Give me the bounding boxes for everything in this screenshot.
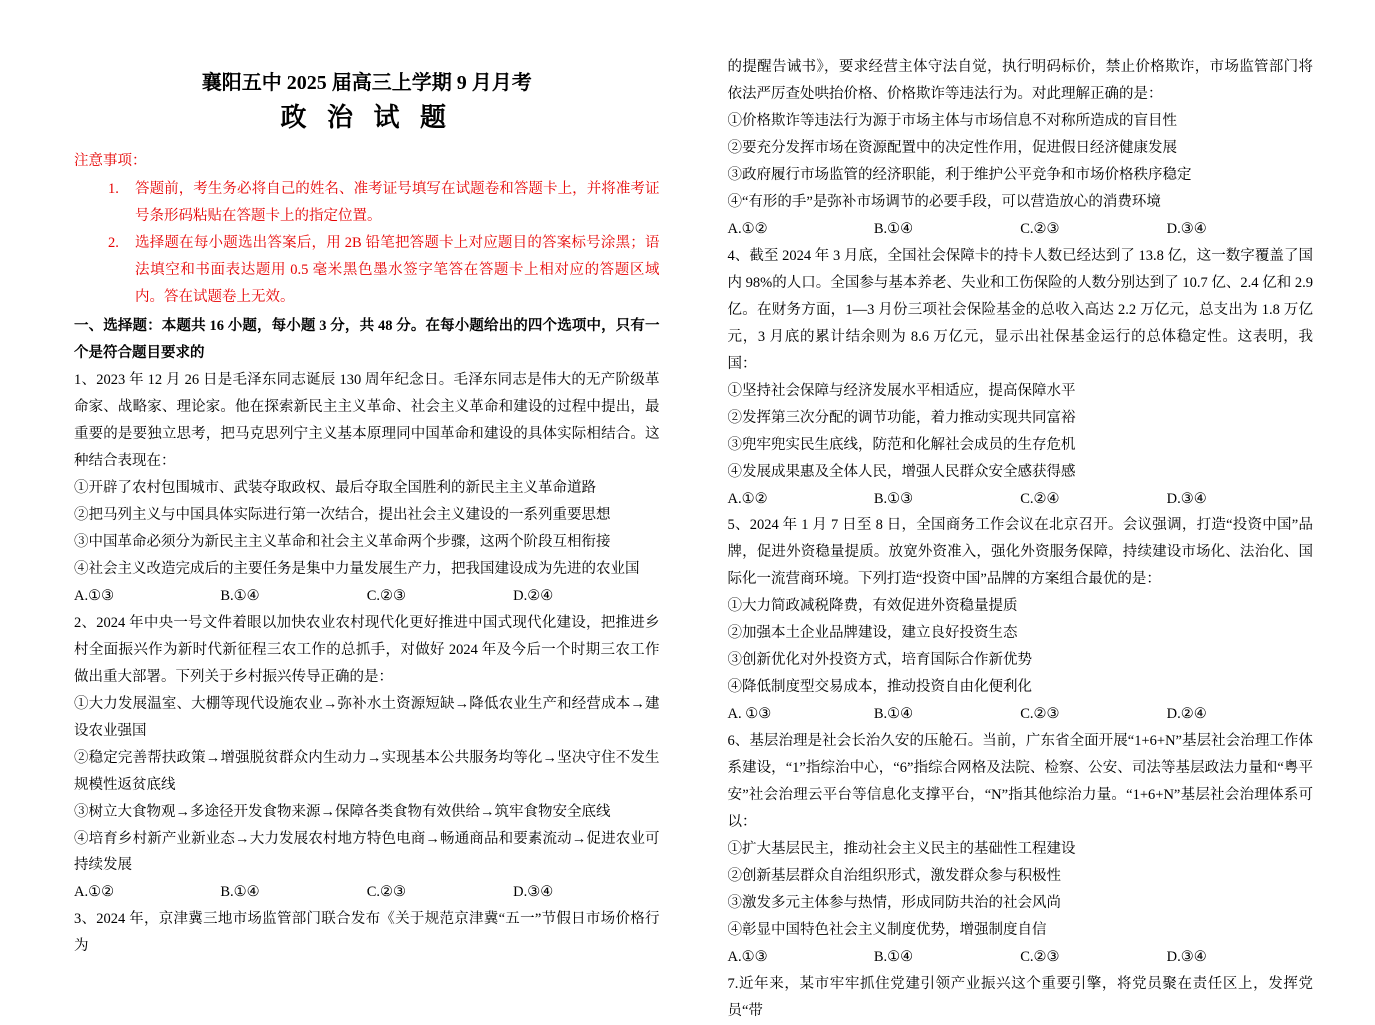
- question-stem-continued: 的提醒告诫书》，要求经营主体守法自觉，执行明码标价，禁止价格欺诈，市场监管部门将依法严厉查处哄抬价格、价格欺诈等违法行为。对此理解正确的是：: [727, 59, 1313, 102]
- notice-item-text: 答题前，考生务必将自己的姓名、准考证号填写在试题卷和答题卡上，并将准考证号条形码粘贴在答题卡上的指定位置。: [135, 181, 660, 225]
- choice-item: B.①③: [873, 490, 914, 507]
- question-stem: 6、基层治理是社会长治久安的压舱石。当前，广东省全面开展“1+6+N”基层社会治理工作体系建设，“1”指综治中心，“6”指综合网格及法院、检察、公安、司法等基层政法力量和“粤平安”社会治理云平台等信息化支撑平台，“N”指其他综治力量。“1+6+N”基层社会治理体系可以：: [727, 733, 1313, 831]
- question-3-start: [74, 906, 660, 960]
- question-7-start: [728, 971, 1314, 1025]
- question-option: ②加强本土企业品牌建设，建立良好投资生态: [727, 625, 1018, 642]
- notice-item: [74, 230, 660, 311]
- choice-item: C.②③: [366, 884, 407, 901]
- notice-section: [74, 148, 660, 311]
- question-option: ②发挥第三次分配的调节功能，着力推动实现共同富裕: [727, 409, 1076, 426]
- question-option: ③中国革命必须分为新民主主义革命和社会主义革命两个步骤，这两个阶段互相衔接: [74, 533, 611, 550]
- question-option: ③兜牢兜实民生底线，防范和化解社会成员的生存危机: [727, 436, 1076, 453]
- question-1: [74, 367, 660, 610]
- choice-row: [728, 486, 1314, 513]
- choice-item: D.③④: [1166, 220, 1207, 237]
- choice-item: C.②③: [1020, 220, 1060, 237]
- choice-item: A.①③: [727, 948, 768, 965]
- choice-row: [728, 701, 1314, 728]
- question-3-continued: [728, 54, 1314, 243]
- choice-item: A.①②: [727, 490, 768, 507]
- choice-item: B.①④: [220, 587, 260, 604]
- question-option: ④培育乡村新产业新业态→大力发展农村地方特色电商→畅通商品和要素流动→促进农业可持续发展: [74, 830, 660, 874]
- question-option: ③树立大食物观→多途径开发食物来源→保障各类食物有效供给→筑牢食物安全底线: [74, 803, 611, 820]
- question-stem: 2、2024 年中央一号文件着眼以加快农业农村现代化更好推进中国式现代化建设，把推进乡村全面振兴作为新时代新征程三农工作的总抓手，对做好 2024 年及今后一个时期三农工作做出重大部署。下列关于乡村振兴传导正确的是：: [74, 614, 660, 685]
- choice-row: [74, 583, 660, 610]
- section-heading: 一、选择题：本题共 16 小题，每小题 3 分，共 48 分。在每小题给出的四个选项中，只有一个是符合题目要求的: [74, 318, 660, 362]
- notice-item-number: 2.: [108, 235, 119, 252]
- question-option: ①坚持社会保障与经济发展水平相适应，提高保障水平: [727, 382, 1076, 399]
- question-option: ①大力简政减税降费，有效促进外资稳量提质: [727, 598, 1018, 615]
- question-5: [728, 512, 1314, 728]
- question-option: ①开辟了农村包围城市、武装夺取政权、最后夺取全国胜利的新民主主义革命道路: [74, 479, 596, 496]
- question-option: ②稳定完善帮扶政策→增强脱贫群众内生动力→实现基本公共服务均等化→坚决守住不发生规模性返贫底线: [74, 749, 660, 793]
- choice-item: D.③④: [1166, 948, 1207, 965]
- left-column: [74, 54, 660, 1025]
- choice-item: D.②④: [513, 587, 554, 604]
- question-option: ④社会主义改造完成后的主要任务是集中力量发展生产力，把我国建设成为先进的农业国: [74, 560, 640, 577]
- notice-label: 注意事项：: [74, 153, 147, 170]
- page-title: 襄阳五中 2025 届高三上学期 9 月月考: [201, 72, 532, 94]
- choice-item: D.③④: [1166, 490, 1207, 507]
- question-option: ④降低制度型交易成本，推动投资自由化便利化: [727, 679, 1032, 696]
- question-stem: 7.近年来，某市牢牢抓住党建引领产业振兴这个重要引擎，将党员聚在责任区上，发挥党员“带: [727, 975, 1313, 1019]
- right-column: [728, 54, 1314, 1025]
- question-stem: 1、2023 年 12 月 26 日是毛泽东同志诞辰 130 周年纪念日。毛泽东同志是伟大的无产阶级革命家、战略家、理论家。他在探索新民主主义革命、社会主义革命和建设的过程中提出，最重要的是要独立思考，把马克思列宁主义基本原理同中国革命和建设的具体实际相结合。这种结合表现在：: [74, 372, 660, 469]
- notice-item-number: 1.: [108, 181, 119, 198]
- question-stem: 3、2024 年，京津冀三地市场监管部门联合发布《关于规范京津冀“五一”节假日市场价格行为: [74, 911, 660, 955]
- choice-item: C.②③: [366, 587, 407, 604]
- question-option: ③创新优化对外投资方式，培育国际合作新优势: [727, 652, 1032, 669]
- question-stem: 5、2024 年 1 月 7 日至 8 日，全国商务工作会议在北京召开。会议强调，打造“投资中国”品牌，促进外资稳量提质。放宽外资准入，强化外资服务保障，持续建设市场化、法治化、国际化一流营商环境。下列打造“投资中国”品牌的方案组合最优的是：: [727, 517, 1313, 588]
- question-option: ④“有形的手”是弥补市场调节的必要手段，可以营造放心的消费环境: [727, 193, 1161, 210]
- choice-item: A.①②: [74, 884, 115, 901]
- page-subtitle: 政 治 试 题: [280, 103, 453, 132]
- choice-item: C.②④: [1020, 490, 1060, 507]
- question-option: ③政府履行市场监管的经济职能，利于维护公平竞争和市场价格秩序稳定: [727, 166, 1192, 183]
- choice-item: A.①②: [727, 220, 768, 237]
- choice-item: D.③④: [513, 884, 554, 901]
- choice-item: B.①④: [873, 948, 914, 965]
- notice-item-text: 选择题在每小题选出答案后，用 2B 铅笔把答题卡上对应题目的答案标号涂黑；语法填空和书面表达题用 0.5 毫米黑色墨水签字笔答在答题卡上相对应的答题区域内。答在试题卷上无效。: [135, 235, 660, 306]
- question-2: [74, 610, 660, 907]
- question-option: ①价格欺诈等违法行为源于市场主体与市场信息不对称所造成的盲目性: [727, 112, 1177, 129]
- choice-item: A.①③: [74, 587, 115, 604]
- question-option: ②创新基层群众自治组织形式，激发群众参与积极性: [727, 868, 1061, 885]
- choice-item: A. ①③: [727, 706, 772, 723]
- question-6: [728, 728, 1314, 971]
- choice-item: C.②③: [1020, 706, 1060, 723]
- notice-item: [74, 176, 660, 230]
- choice-item: C.②③: [1020, 948, 1060, 965]
- question-option: ④彰显中国特色社会主义制度优势，增强制度自信: [727, 922, 1047, 938]
- choice-row: [728, 944, 1314, 971]
- question-option: ②把马列主义与中国具体实际进行第一次结合，提出社会主义建设的一系列重要思想: [74, 506, 611, 523]
- question-4: [728, 243, 1314, 513]
- choice-row: [74, 879, 660, 906]
- question-option: ①扩大基层民主，推动社会主义民主的基础性工程建设: [727, 841, 1076, 858]
- choice-item: B.①④: [873, 220, 914, 237]
- question-option: ②要充分发挥市场在资源配置中的决定性作用，促进假日经济健康发展: [727, 139, 1177, 156]
- question-stem: 4、截至 2024 年 3 月底，全国社会保障卡的持卡人数已经达到了 13.8 亿，这一数字覆盖了国内 98%的人口。全国参与基本养老、失业和工伤保险的人数分别达到了 10.7 亿、2.4 亿和 2.9 亿。在财务方面，1—3 月份三项社会保险基金的总收入高达 2.2 万亿元，总支出为 1.8 万亿元，3 月底的累计结余则为 8.6 万亿元，显示出社保基金运行的总体稳定性。这表明，我国：: [727, 247, 1313, 372]
- choice-item: D.②④: [1166, 706, 1207, 723]
- question-option: ③激发多元主体参与热情，形成同防共治的社会风尚: [727, 895, 1061, 912]
- choice-row: [728, 216, 1314, 243]
- question-option: ①大力发展温室、大棚等现代设施农业→弥补水土资源短缺→降低农业生产和经营成本→建设农业强国: [74, 695, 660, 739]
- choice-item: B.①④: [873, 706, 914, 723]
- question-option: ④发展成果惠及全体人民，增强人民群众安全感获得感: [727, 463, 1076, 480]
- choice-item: B.①④: [220, 884, 260, 901]
